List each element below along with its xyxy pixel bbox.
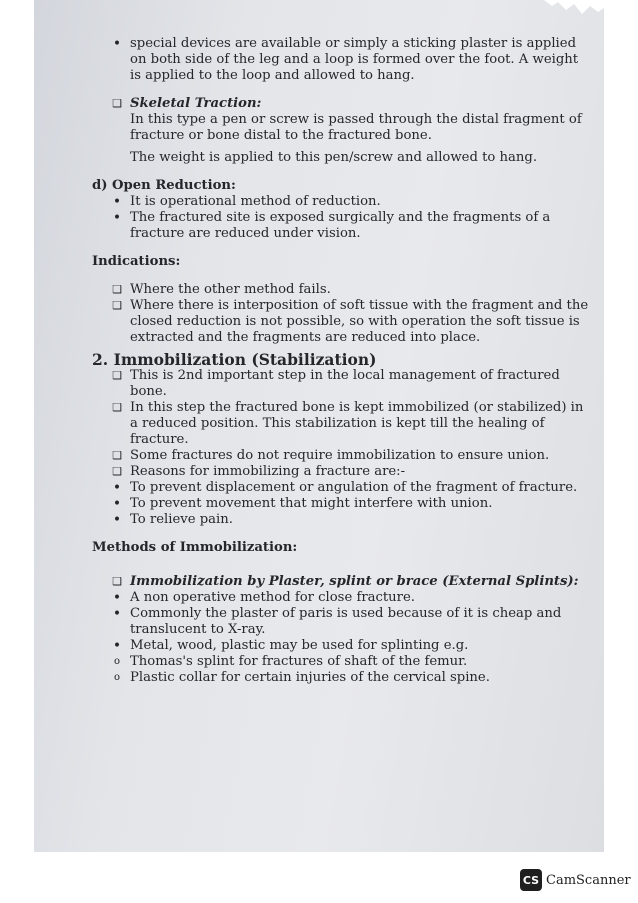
list-item-text: Where the other method fails.: [130, 282, 331, 297]
checkbox-bullet-icon: ❑: [112, 299, 122, 312]
list-item: [92, 638, 592, 654]
circle-bullet-icon: o: [113, 672, 121, 683]
list-item-text: To prevent displacement or angulation of the fragment of fracture.: [130, 480, 578, 495]
methods-heading: Methods of Immobilization:: [92, 540, 298, 555]
intro-bullet-item: [92, 36, 592, 84]
list-item-text: Where there is interposition of soft tissue with the fragment and the closed reduction is not possible, so with operation the soft tissue is extracted and the fragments are reduced into place.: [130, 298, 589, 345]
open-reduction-heading: d) Open Reduction:: [92, 178, 236, 193]
list-item-text: To relieve pain.: [130, 512, 233, 527]
checkbox-bullet-icon: ❑: [112, 465, 122, 478]
checkbox-bullet-icon: ❑: [112, 449, 122, 462]
list-item-text: Some fractures do not require immobilization to ensure union.: [130, 448, 550, 463]
bullet-icon: •: [112, 194, 122, 210]
list-item: [92, 298, 592, 346]
list-item-text: It is operational method of reduction.: [130, 194, 381, 209]
camscanner-watermark: [520, 869, 631, 891]
document-body: [92, 36, 592, 686]
camscanner-logo-icon: CS: [520, 869, 542, 891]
checkbox-bullet-icon: ❑: [112, 575, 122, 588]
list-item: [92, 496, 592, 512]
circle-bullet-icon: o: [113, 656, 121, 667]
checkbox-bullet-icon: ❑: [112, 369, 122, 382]
list-item-text: Metal, wood, plastic may be used for splinting e.g.: [130, 638, 469, 653]
skeletal-traction-para2: The weight is applied to this pen/screw and allowed to hang.: [130, 150, 538, 165]
checkbox-bullet-icon: ❑: [112, 283, 122, 296]
list-item-text: Reasons for immobilizing a fracture are:-: [130, 464, 406, 479]
list-item: [92, 282, 592, 298]
list-item-text: To prevent movement that might interfere with union.: [130, 496, 493, 511]
skeletal-traction-title: Skeletal Traction:: [130, 96, 262, 111]
list-item: [92, 654, 592, 670]
methods-subheading-title: Immobilization by Plaster, splint or brace (External Splints):: [130, 574, 579, 589]
list-item-text: Commonly the plaster of paris is used because of it is cheap and translucent to X-ray.: [130, 606, 562, 637]
page-corner-decoration: [544, 0, 604, 22]
list-item: [92, 606, 592, 638]
skeletal-traction-para1: In this type a pen or screw is passed through the distal fragment of fracture or bone distal to the fractured bone.: [130, 112, 582, 143]
checkbox-bullet-icon: ❑: [112, 97, 122, 110]
methods-subheading: [92, 574, 592, 590]
list-item: [92, 368, 592, 400]
list-item: [92, 590, 592, 606]
list-item: [92, 512, 592, 528]
checkbox-bullet-icon: ❑: [112, 401, 122, 414]
list-item: [92, 448, 592, 464]
list-item-text: Plastic collar for certain injuries of the cervical spine.: [130, 670, 490, 685]
bullet-icon: •: [112, 512, 122, 528]
skeletal-traction-heading: [92, 96, 592, 112]
indications-heading: Indications:: [92, 254, 181, 269]
immobilization-heading: 2. Immobilization (Stabilization): [92, 350, 377, 369]
list-item-text: In this step the fractured bone is kept immobilized (or stabilized) in a reduced position. This stabilization is kept till the healing of fracture.: [130, 400, 584, 447]
list-item: [92, 400, 592, 448]
intro-text: special devices are available or simply a sticking plaster is applied on both side of the leg and a loop is formed over the foot. A weight is applied to the loop and allowed to hang.: [130, 36, 579, 83]
list-item-text: A non operative method for close fracture.: [130, 590, 415, 605]
camscanner-label: CamScanner: [546, 872, 631, 888]
list-item-text: The fractured site is exposed surgically and the fragments of a fracture are reduced under vision.: [130, 210, 551, 241]
bullet-icon: •: [112, 606, 122, 622]
list-item: [92, 210, 592, 242]
list-item-text: This is 2nd important step in the local management of fractured bone.: [130, 368, 560, 399]
list-item: [92, 464, 592, 480]
bullet-icon: •: [112, 36, 122, 52]
list-item: [92, 194, 592, 210]
bullet-icon: •: [112, 638, 122, 654]
list-item-text: Thomas's splint for fractures of shaft of the femur.: [130, 654, 468, 669]
scanned-page: [34, 0, 604, 852]
bullet-icon: •: [112, 590, 122, 606]
list-item: [92, 670, 592, 686]
list-item: [92, 480, 592, 496]
bullet-icon: •: [112, 480, 122, 496]
bullet-icon: •: [112, 496, 122, 512]
bullet-icon: •: [112, 210, 122, 226]
